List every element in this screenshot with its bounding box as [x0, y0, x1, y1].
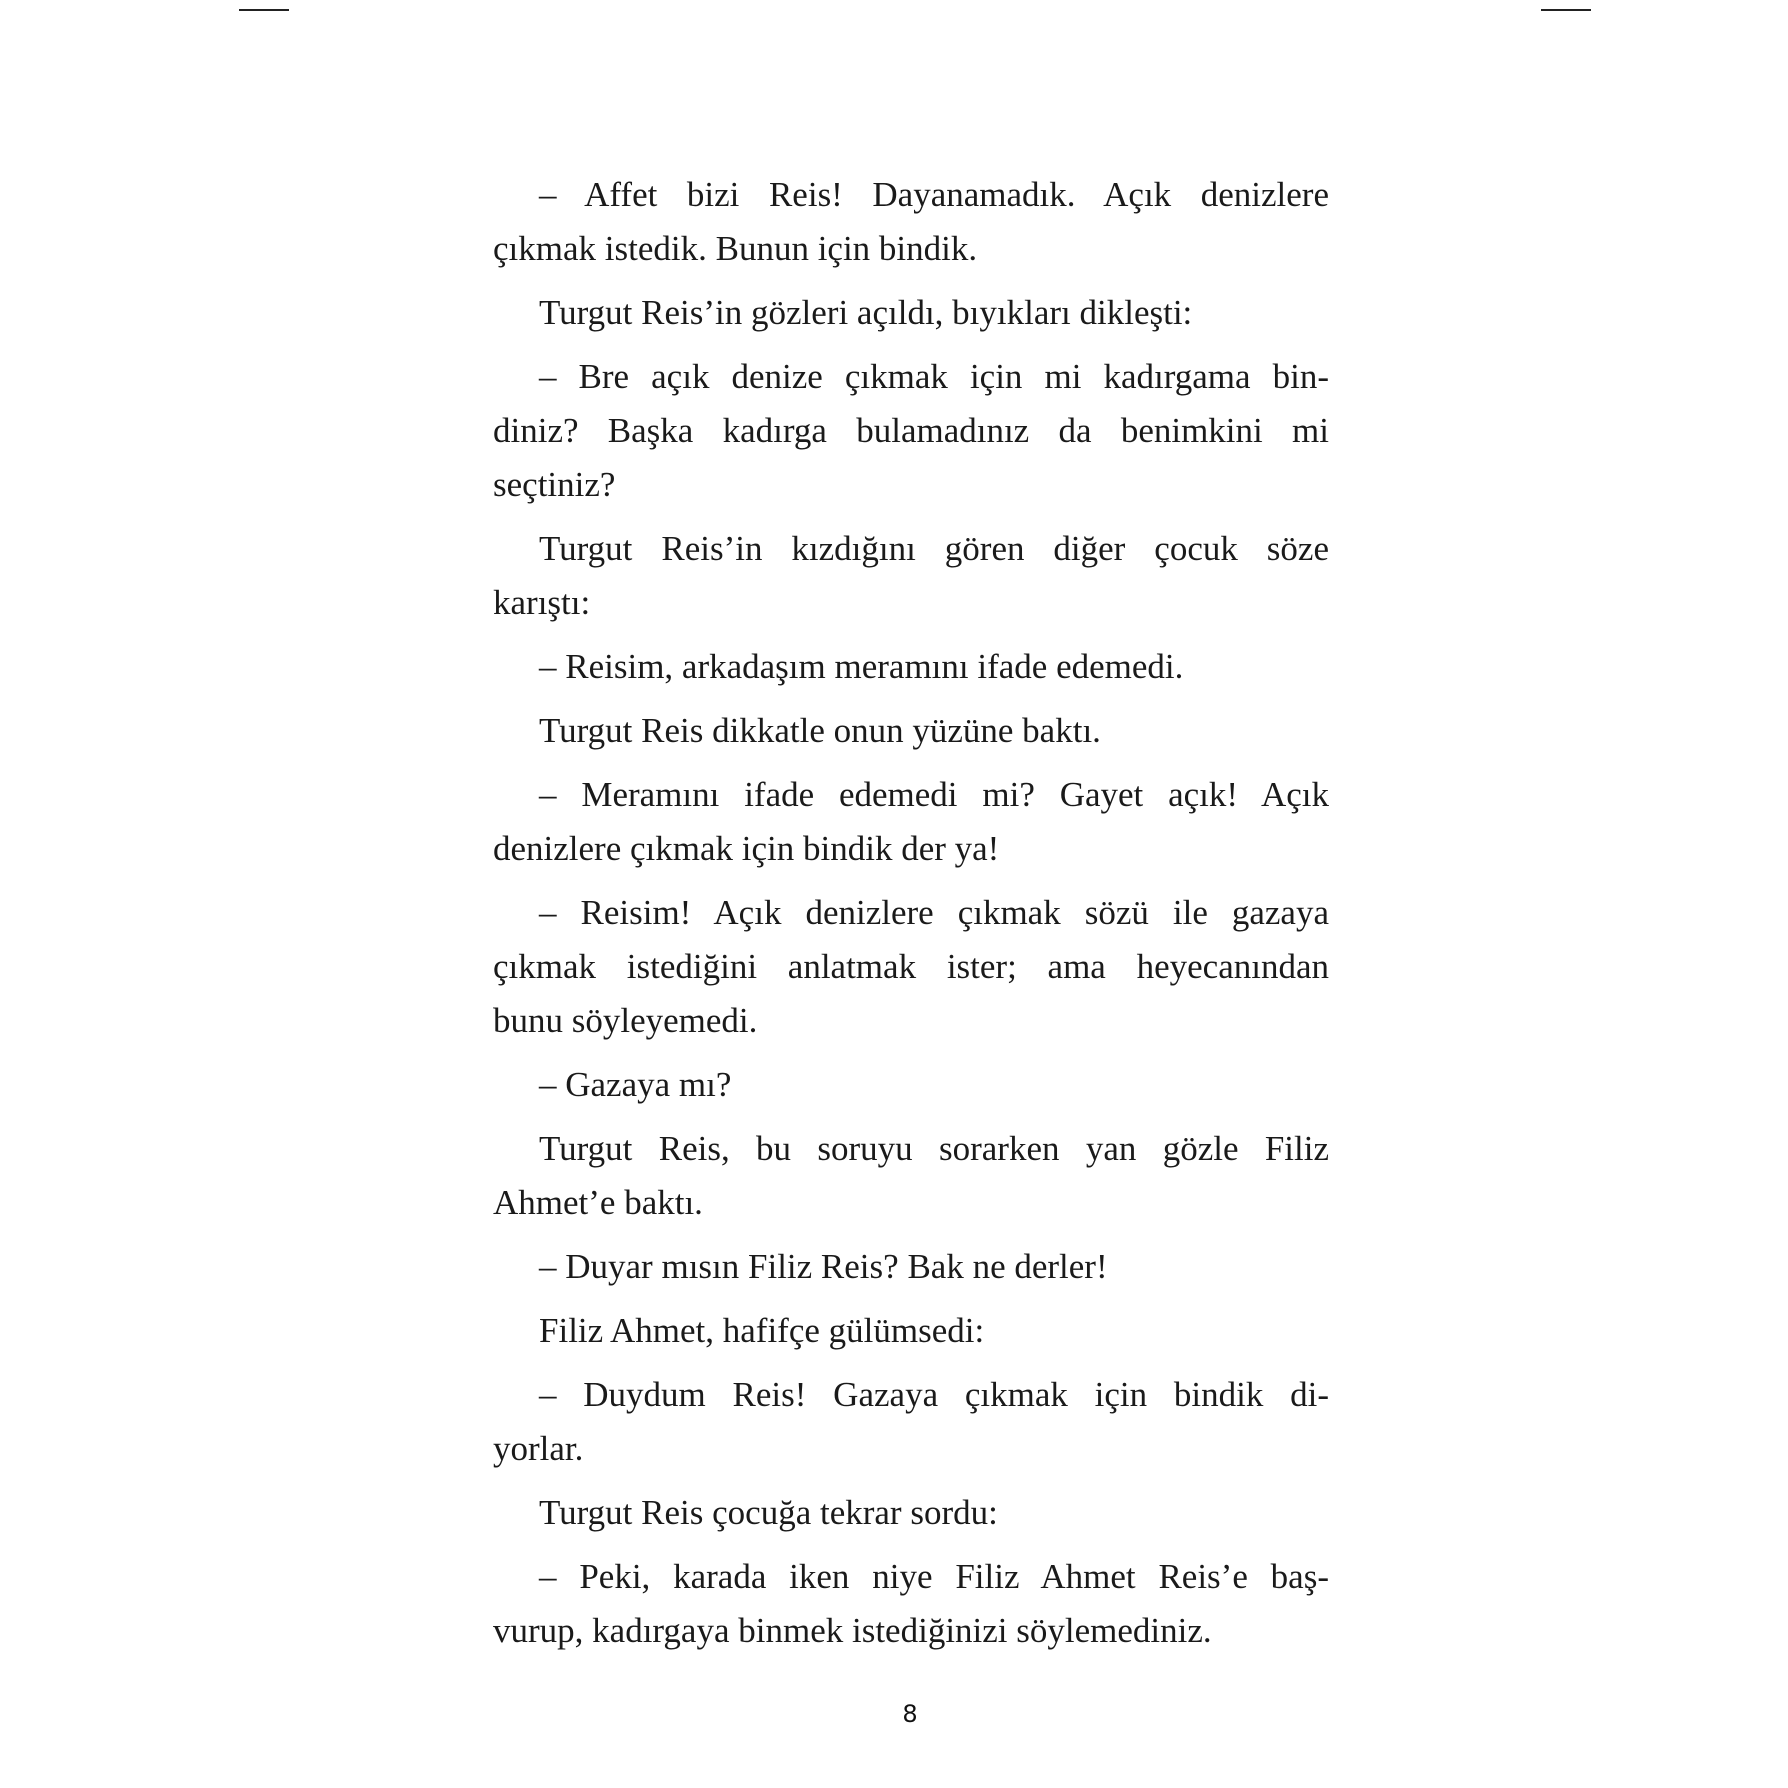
text-line: Ahmet’e baktı.	[493, 1183, 703, 1222]
text-line: diniz? Başka kadırga bulamadınız da benimkini mi	[493, 411, 1329, 450]
text-line: vurup, kadırgaya binmek istediğinizi söylemediniz.	[493, 1611, 1212, 1650]
text-line: Filiz Ahmet, hafifçe gülümsedi:	[539, 1311, 985, 1350]
text-line: seçtiniz?	[493, 465, 616, 504]
text-line: – Gazaya mı?	[539, 1065, 732, 1104]
paragraph	[493, 350, 1329, 512]
text-line: Turgut Reis’in gözleri açıldı, bıyıkları dikleşti:	[539, 293, 1193, 332]
paragraph	[493, 1550, 1329, 1658]
crop-mark-top-right	[1541, 9, 1591, 11]
paragraph	[493, 768, 1329, 876]
text-line: – Bre açık denize çıkmak için mi kadırgama bin-	[539, 357, 1329, 396]
text-line: Turgut Reis dikkatle onun yüzüne baktı.	[539, 711, 1101, 750]
text-line: denizlere çıkmak için bindik der ya!	[493, 829, 1000, 868]
paragraph	[493, 1304, 1329, 1358]
page-number: 8	[902, 1700, 918, 1728]
text-line: – Reisim, arkadaşım meramını ifade edemedi.	[539, 647, 1184, 686]
paragraph	[493, 640, 1329, 694]
paragraph	[493, 1486, 1329, 1540]
text-line: – Duyar mısın Filiz Reis? Bak ne derler!	[539, 1247, 1108, 1286]
text-line: Turgut Reis, bu soruyu sorarken yan gözle Filiz	[539, 1129, 1329, 1168]
paragraph	[493, 522, 1329, 630]
text-line: Turgut Reis’in kızdığını gören diğer çocuk söze	[539, 529, 1329, 568]
paragraph	[493, 1368, 1329, 1476]
text-line: çıkmak istedik. Bunun için bindik.	[493, 229, 978, 268]
text-line: karıştı:	[493, 583, 591, 622]
paragraph	[493, 1122, 1329, 1230]
paragraph	[493, 168, 1329, 276]
text-line: – Duydum Reis! Gazaya çıkmak için bindik di-	[539, 1375, 1329, 1414]
text-line: Turgut Reis çocuğa tekrar sordu:	[539, 1493, 998, 1532]
text-line: yorlar.	[493, 1429, 584, 1468]
crop-mark-top-left	[239, 9, 289, 11]
text-line: – Affet bizi Reis! Dayanamadık. Açık denizlere	[539, 175, 1329, 214]
text-line: bunu söyleyemedi.	[493, 1001, 758, 1040]
paragraph	[493, 886, 1329, 1048]
paragraph	[493, 1058, 1329, 1112]
text-line: – Meramını ifade edemedi mi? Gayet açık! Açık	[539, 775, 1329, 814]
text-line: – Peki, karada iken niye Filiz Ahmet Reis’e baş-	[539, 1557, 1329, 1596]
text-line: çıkmak istediğini anlatmak ister; ama heyecanından	[493, 947, 1329, 986]
paragraph	[493, 1240, 1329, 1294]
paragraph	[493, 704, 1329, 758]
text-line: – Reisim! Açık denizlere çıkmak sözü ile gazaya	[539, 893, 1329, 932]
paragraph	[493, 286, 1329, 340]
body-text	[493, 168, 1329, 1668]
